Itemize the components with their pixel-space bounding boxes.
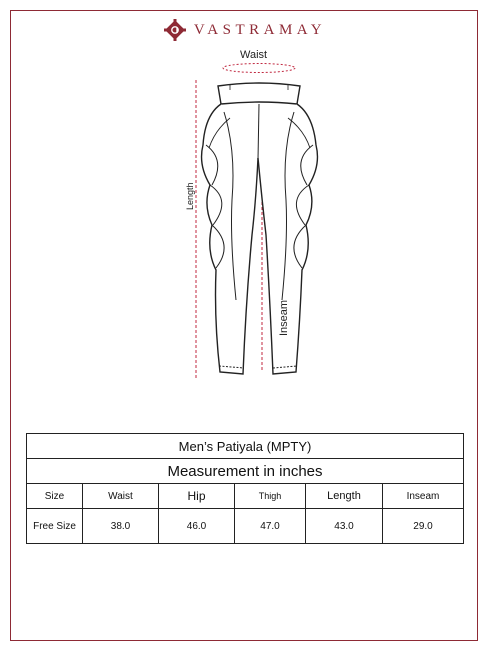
cell-hip: 46.0 [159,509,235,544]
table-row [27,509,464,544]
cell-size: Free Size [27,509,83,544]
size-chart-table [26,433,464,544]
brand-name: VASTRAMAY [193,21,327,38]
waist-guide [223,64,295,73]
table-subtitle-row [27,459,464,484]
table-subtitle: Measurement in inches [27,459,464,484]
length-label: Length [185,182,195,210]
table-title-row [27,434,464,459]
header-size: Size [27,484,83,509]
table-title: Men’s Patiyala (MPTY) [27,434,464,459]
header-length: Length [306,484,383,509]
waist-label: Waist [240,49,268,61]
header-inseam: Inseam [383,484,464,509]
cell-length: 43.0 [306,509,383,544]
cell-waist: 38.0 [83,509,159,544]
cell-inseam: 29.0 [383,509,464,544]
header-thigh: Thigh [235,484,306,509]
table-header-row [27,484,464,509]
header-hip: Hip [159,484,235,509]
header-waist: Waist [83,484,159,509]
inseam-label: Inseam [278,299,290,336]
cell-thigh: 47.0 [235,509,306,544]
